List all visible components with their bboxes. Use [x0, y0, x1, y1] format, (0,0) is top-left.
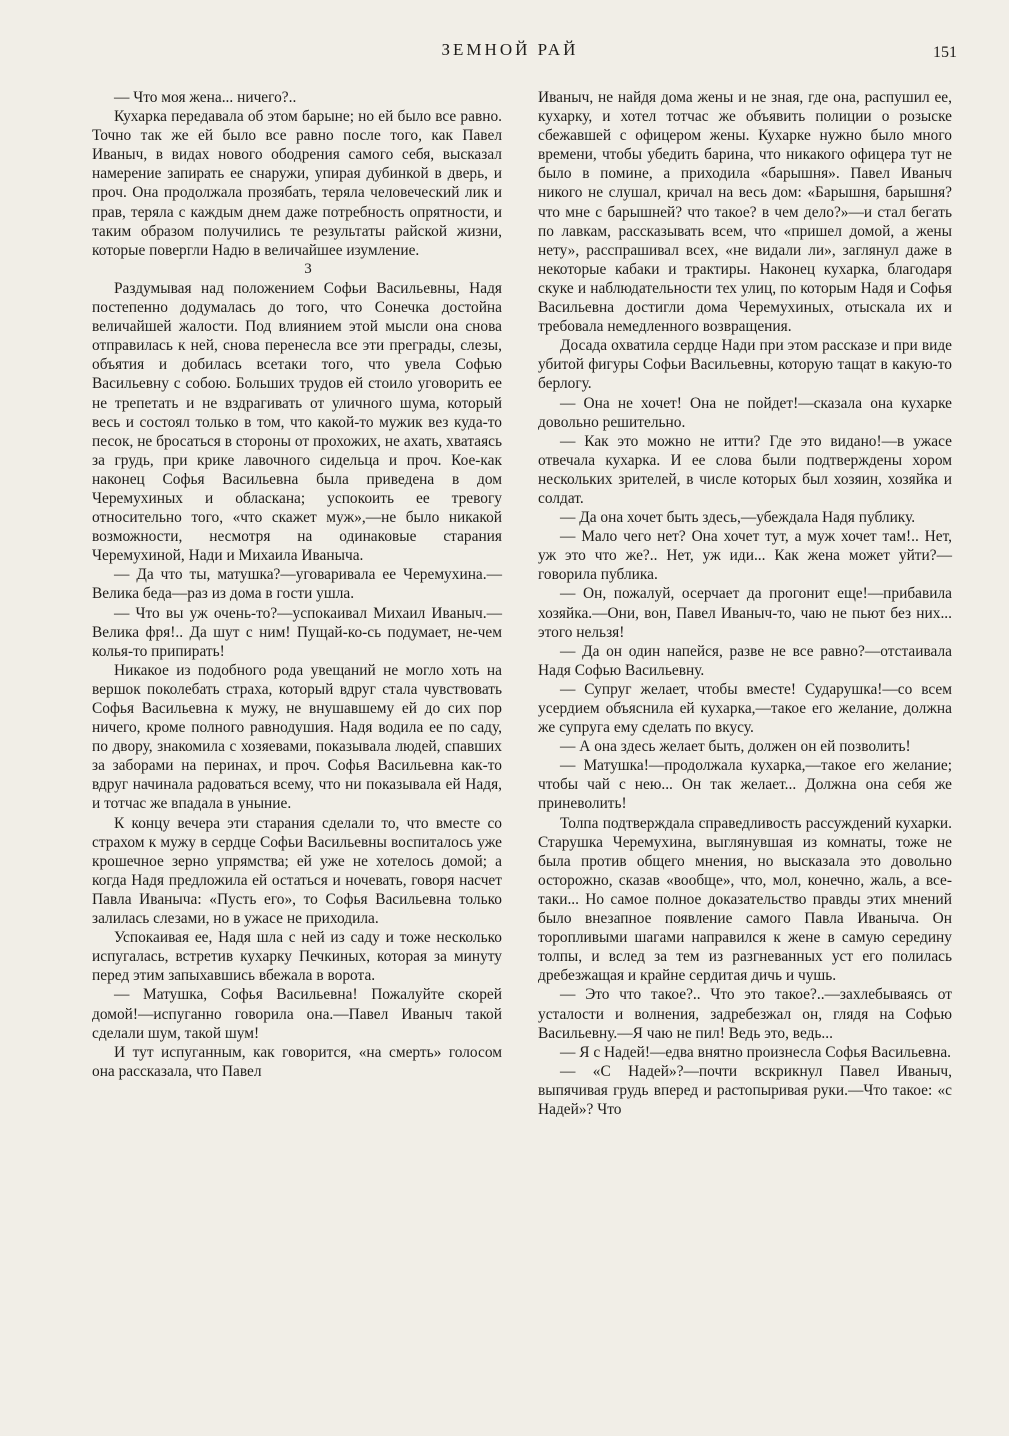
section-number: 3: [304, 260, 312, 277]
paragraph: — Она не хочет! Она не пойдет!—сказала она кухарке довольно решительно.: [538, 394, 952, 431]
paragraph: — Что моя жена... ничего?..: [114, 89, 297, 106]
paragraph: — Я с Надей!—едва внятно произнесла Софья Васильевна.: [560, 1043, 952, 1061]
paragraph: — Что вы уж очень-то?—успокаивал Михаил Иваныч.—Велика фря!.. Да шут с ним! Пущай-ко-сь подумает, не-чем колья-то припирать!: [92, 604, 502, 660]
paragraph: — Да он один напейся, разве не все равно?—отстаивала Надя Софью Васильевну.: [538, 642, 952, 679]
paragraph: И тут испуганным, как говорится, «на смерть» голосом она рассказала, что Павел: [92, 1043, 502, 1080]
paragraph: — Он, пожалуй, осерчает да прогонит еще!—прибавила хозяйка.—Они, вон, Павел Иваныч-то, чаю не пьют без них... этого нельзя!: [538, 585, 952, 641]
right-column: [538, 88, 952, 1119]
paragraph: — Это что такое?.. Что это такое?..—захлебываясь от усталости и волнения, задребезжал он, глядя на Софью Васильевну.—Я чаю не пил! Ведь это, ведь...: [538, 986, 952, 1042]
paragraph: — Как это можно не итти? Где это видано!—в ужасе отвечала кухарка. И ее слова были подтверждены хором нескольких зрителей, в числе которых был хозяин, хозяйка и солдат.: [538, 432, 952, 507]
paragraph: Кухарка передавала об этом барыне; но ей было все равно. Точно так же ей было все равно после того, как Павел Иваныч, в видах нового ободрения самого себя, высказал намерение запирать ее снаружи, упирая дубинкой в дверь, и проч. Она продолжала прозябать, теряла человеческий лик и прав, теряла с каждым днем даже потребность опрятности, и таким образом получились те результаты райской жизни, которые повергли Надю в величайшее изумление.: [92, 108, 502, 259]
paragraph: Толпа подтверждала справедливость рассуждений кухарки. Старушка Черемухина, выглянувшая из комнаты, тоже не была против общего мнения, но высказала это довольно осторожно, сказав «вообще», что, мол, конечно, жаль, а все-таки... Но самое полное доказательство правды этих мнений было внезапное появление самого Павла Иваныча. Он торопливыми шагами направился к жене в самую середину толпы, и вслед за тем из разгневанных уст его полилась дребезжащая и крайне сердитая дичь и чушь.: [538, 814, 952, 985]
paragraph: — Мало чего нет? Она хочет тут, а муж хочет там!.. Нет, уж это что же?.. Нет, уж иди... Как жена может уйти?—говорила публика.: [538, 528, 952, 584]
paragraph: — Матушка!—продолжала кухарка,—такое его желание; чтобы чай с нею... Он так желает... Должна она себя же приневолить!: [538, 757, 952, 813]
paragraph: — Супруг желает, чтобы вместе! Сударушка!—со всем усердием объяснила ей кухарка,—такое его желание, должна же супруга ему сделать по вкусу.: [538, 680, 952, 737]
page-number: 151: [933, 44, 957, 61]
paragraph: — Матушка, Софья Васильевна! Пожалуйте скорей домой!—испуганно говорила она.—Павел Иваныч такой сделали шум, такой шум!: [92, 986, 502, 1042]
left-column: [92, 88, 502, 1081]
paragraph: — Да что ты, матушка?—уговаривала ее Черемухина.—Велика беда—раз из дома в гости ушла.: [92, 566, 502, 603]
paragraph: Раздумывая над положением Софьи Васильевны, Надя постепенно додумалась до того, что Сонечка достойна величайшей жалости. Под влиянием этой мысли она снова отправилась к ней, снова перенесла все эти преграды, слезы, объятия и добилась всетаки того, что увела Софью Васильевну с собою. Больших трудов ей стоило уговорить ее не трепетать и не вздрагивать от уличного шума, который весь и состоял только в том, что какой-то мужик вез куда-то песок, не бросаться в стороны от прохожих, не ахать, хватаясь за грудь, при крике лавочного сидельца и проч. Кое-как наконец Софья Васильевна была приведена в дом Черемухиных и обласкана; успокоить ее тревогу относительно того, «что скажет муж»,—не было никакой возможности, несмотря на одинаковые старания Черемухиной, Нади и Михаила Иваныча.: [92, 279, 502, 565]
paragraph: — «С Надей»?—почти вскрикнул Павел Иваныч, выпячивая грудь вперед и растопыривая руки.—Что такое: «с Надей»? Что: [538, 1062, 952, 1118]
paragraph: Иваныч, не найдя дома жены и не зная, где она, распушил ее, кухарку, и хотел тотчас же объявить полиции о розыске сбежавшей с офицером жены. Кухарке нужно было много времени, чтобы убедить барина, что никакого офицера тут не было в помине, а приходила «барышня». Павел Иваныч никого не слушал, кричал на весь дом: «Барышня, барышня? что мне с барышней? что такое? в чем дело?»—и стал бегать по лавкам, рассказывать всем, что «пришел домой, а жены нету», расспрашивал всех, «не видали ли», заглянул даже в некоторые кабаки и трактиры. Наконец кухарка, благодаря скуке и наблюдательности тех улиц, по которым Надя и Софья Васильевна достигли дома Черемухиных, отыскала их и требовала немедленного возвращения.: [538, 89, 952, 336]
paragraph: Успокаивая ее, Надя шла с ней из саду и тоже несколько испугалась, встретив кухарку Печкиных, которая за минуту перед этим запыхавшись вбежала в ворота.: [92, 929, 502, 985]
paragraph: — А она здесь желает быть, должен он ей позволить!: [560, 738, 911, 756]
running-title: ЗЕМНОЙ РАЙ: [441, 40, 579, 59]
paragraph: К концу вечера эти старания сделали то, что вместе со страхом к мужу в сердце Софьи Васильевны воспиталось уже крошечное зерно упрямства; ей уже не хотелось домой; а когда Надя предложила ей остаться и ночевать, говоря насчет Павла Иваныча: «Пусть его», то Софья Васильевна только залилась слезами, но в ужасе не приходила.: [92, 814, 502, 928]
paragraph: — Да она хочет быть здесь,—убеждала Надя публику.: [560, 509, 916, 527]
paragraph: Никакое из подобного рода увещаний не могло хоть на вершок поколебать страха, который вдруг стала чувствовать Софья Васильевна к мужу, не внушавшему ей до сих пор ничего, кроме полного равнодушия. Надя водила ее по саду, по двору, знакомила с хозяевами, показывала людей, спавших за заборами на перинах, и проч. Софья Васильевна как-то вдруг начинала радоваться всему, что ни показывала ей Надя, и тотчас же впадала в уныние.: [92, 661, 502, 813]
paragraph: Досада охватила сердце Нади при этом рассказе и при виде убитой фигуры Софьи Васильевны, которую тащат в какую-то берлогу.: [538, 337, 952, 393]
